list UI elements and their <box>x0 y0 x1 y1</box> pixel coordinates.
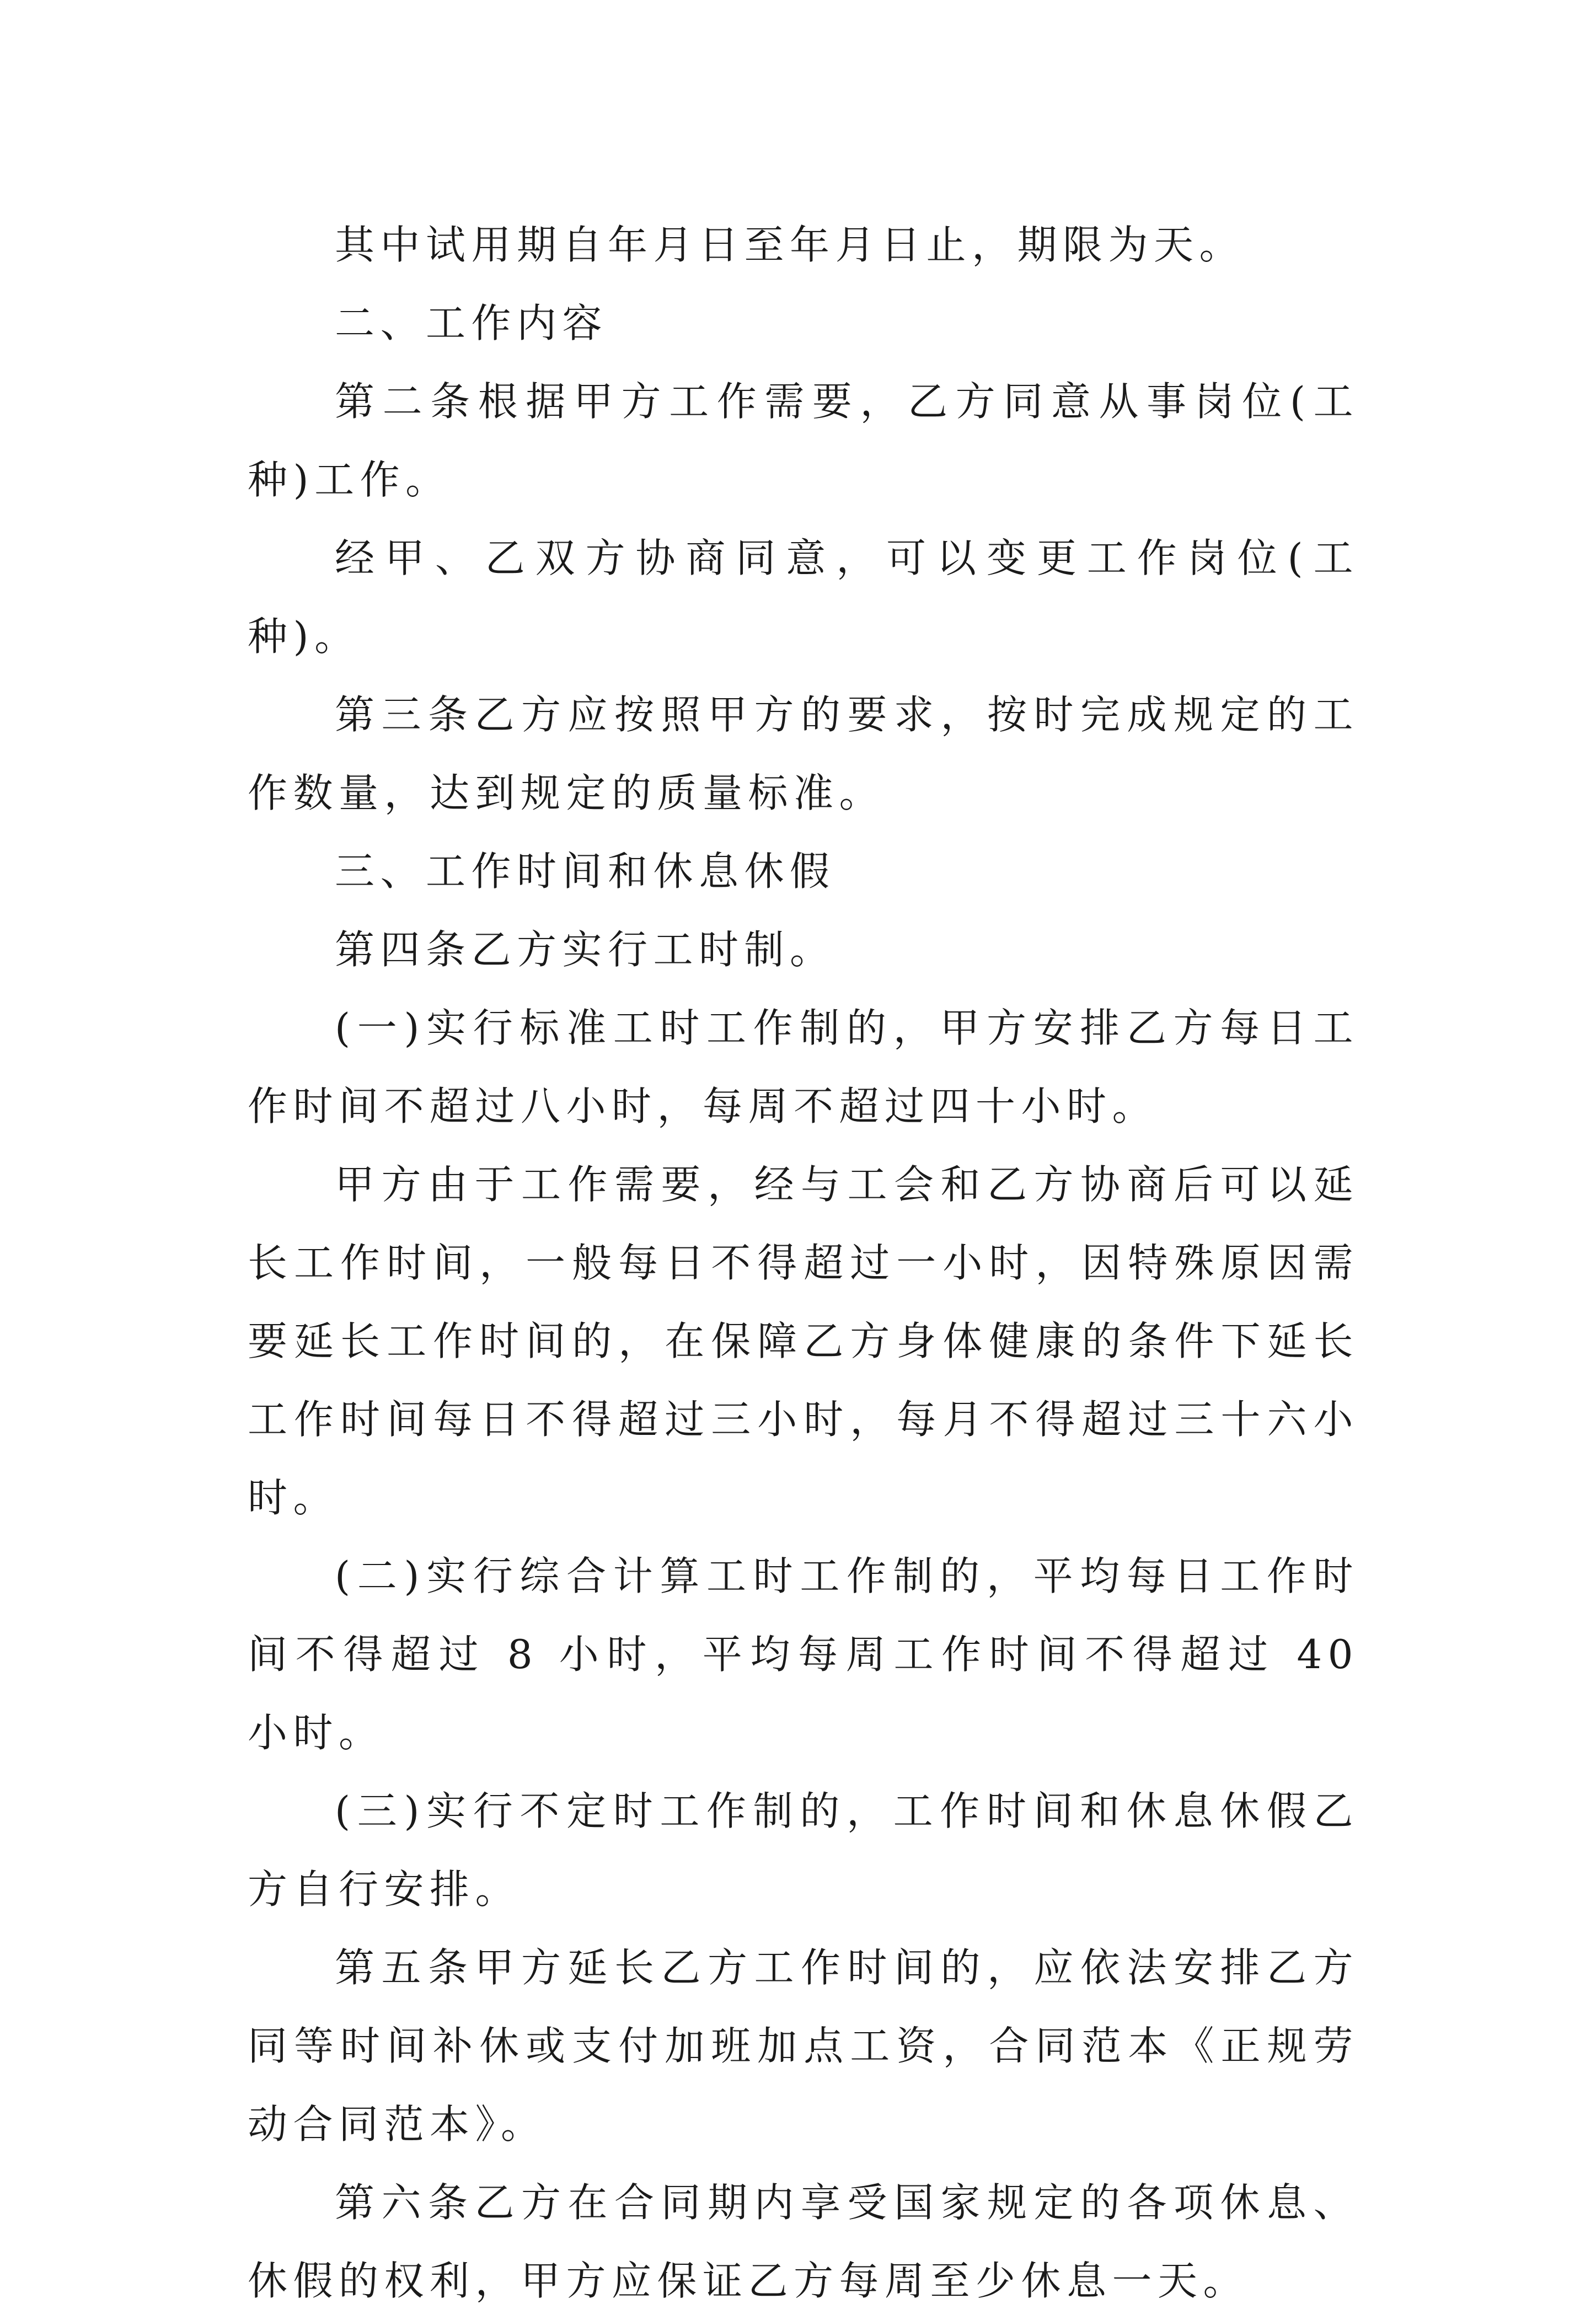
paragraph-article-3: 第三条乙方应按照甲方的要求，按时完成规定的工作数量，达到规定的质量标准。 <box>248 692 1359 816</box>
paragraph-article-4: 第四条乙方实行工时制。 <box>335 926 836 973</box>
paragraph-position-change: 经甲、乙双方协商同意，可以变更工作岗位(工种)。 <box>248 535 1359 660</box>
paragraph-flexible-hours: (三)实行不定时工作制的，工作时间和休息休假乙方自行安排。 <box>248 1788 1359 1912</box>
paragraph-standard-hours: (一)实行标准工时工作制的，甲方安排乙方每日工作时间不超过八小时，每周不超过四十小时。 <box>248 1005 1359 1129</box>
paragraph-overtime-limits: 甲方由于工作需要，经与工会和乙方协商后可以延长工作时间，一般每日不得超过一小时，因特殊原因需要延长工作时间的，在保障乙方身体健康的条件下延长工作时间每日不得超过三小时，每月不得超过三十六小时。 <box>248 1161 1359 1521</box>
section-heading-work-content: 二、工作内容 <box>335 300 608 346</box>
paragraph-comprehensive-hours: (二)实行综合计算工时工作制的，平均每日工作时间不得超过 8 小时，平均每周工作时间不得超过 40 小时。 <box>248 1553 1359 1756</box>
paragraph-probation-period: 其中试用期自年月日至年月日止，期限为天。 <box>335 222 1245 268</box>
section-heading-working-hours: 三、工作时间和休息休假 <box>335 848 836 894</box>
paragraph-article-2: 第二条根据甲方工作需要，乙方同意从事岗位(工种)工作。 <box>248 378 1359 503</box>
paragraph-article-5: 第五条甲方延长乙方工作时间的，应依法安排乙方同等时间补休或支付加班加点工资，合同范本《正规劳动合同范本》。 <box>248 1944 1359 2147</box>
paragraph-article-6: 第六条乙方在合同期内享受国家规定的各项休息、休假的权利，甲方应保证乙方每周至少休息一天。 <box>248 2179 1359 2304</box>
document-body <box>248 206 1359 2320</box>
